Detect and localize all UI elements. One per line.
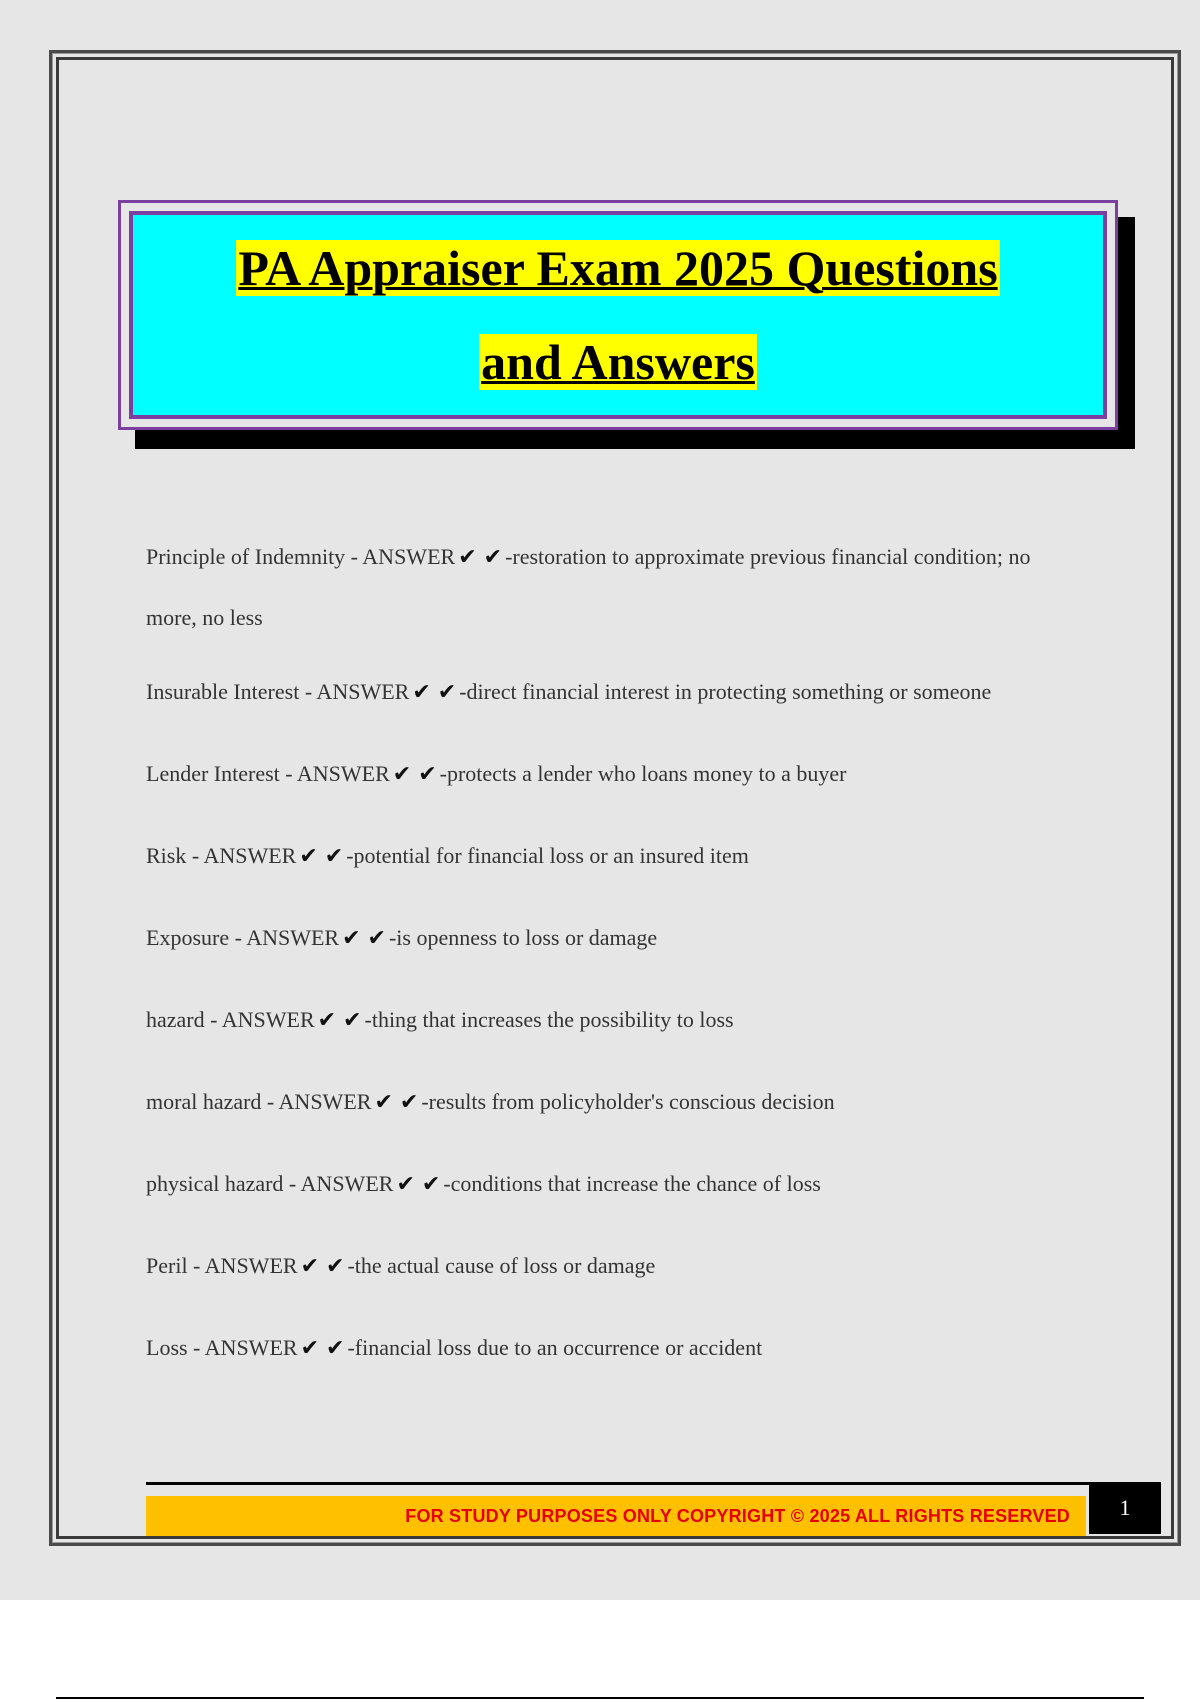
qa-definition: -results from policyholder's conscious decision (421, 1089, 835, 1114)
qa-item (146, 1236, 1086, 1297)
qa-term: hazard - ANSWER (146, 1007, 315, 1032)
qa-list (146, 527, 1086, 1400)
qa-item (146, 990, 1086, 1051)
qa-term: physical hazard - ANSWER (146, 1171, 394, 1196)
qa-term: moral hazard - ANSWER (146, 1089, 372, 1114)
footer-copyright-text: FOR STUDY PURPOSES ONLY COPYRIGHT © 2025 ALL RIGHTS RESERVED (405, 1505, 1070, 1526)
qa-item (146, 662, 1086, 723)
qa-definition: -restoration to approximate previous financial condition; no more, no less (146, 544, 1031, 630)
qa-item (146, 1318, 1086, 1379)
qa-definition: -the actual cause of loss or damage (347, 1253, 656, 1278)
qa-definition: -financial loss due to an occurrence or accident (347, 1335, 763, 1360)
checkmark-icon: ✔ ✔ (396, 1172, 441, 1197)
qa-item (146, 1154, 1086, 1215)
qa-item (146, 1072, 1086, 1133)
title-line-2 (479, 315, 757, 409)
checkmark-icon: ✔ ✔ (300, 1336, 345, 1361)
qa-definition: -potential for financial loss or an insured item (346, 843, 749, 868)
qa-item (146, 527, 1086, 648)
qa-definition: -conditions that increase the chance of loss (443, 1171, 821, 1196)
title-box (118, 200, 1118, 430)
title-text-1: PA Appraiser Exam 2025 Questions (238, 240, 998, 296)
qa-item (146, 908, 1086, 969)
qa-term: Lender Interest - ANSWER (146, 761, 390, 786)
qa-definition: -protects a lender who loans money to a buyer (439, 761, 847, 786)
title-line-1 (236, 221, 999, 315)
checkmark-icon: ✔ ✔ (300, 1254, 345, 1279)
next-page-rule (56, 1697, 1144, 1699)
page-number: 1 (1089, 1482, 1161, 1534)
qa-term: Exposure - ANSWER (146, 925, 340, 950)
qa-item (146, 826, 1086, 887)
qa-definition: -direct financial interest in protecting something or someone (459, 679, 992, 704)
checkmark-icon: ✔ ✔ (392, 762, 437, 787)
checkmark-icon: ✔ ✔ (412, 680, 457, 705)
checkmark-icon: ✔ ✔ (374, 1090, 419, 1115)
footer-bar (146, 1496, 1086, 1536)
qa-term: Risk - ANSWER (146, 843, 297, 868)
checkmark-icon: ✔ ✔ (299, 844, 344, 869)
qa-item (146, 744, 1086, 805)
qa-definition: -is openness to loss or damage (388, 925, 658, 950)
qa-term: Insurable Interest - ANSWER (146, 679, 410, 704)
title-box-inner (129, 211, 1107, 419)
checkmark-icon: ✔ ✔ (317, 1008, 362, 1033)
qa-term: Principle of Indemnity - ANSWER (146, 544, 456, 569)
qa-definition: -thing that increases the possibility to loss (364, 1007, 734, 1032)
title-text-2: and Answers (481, 334, 755, 390)
qa-term: Peril - ANSWER (146, 1253, 298, 1278)
qa-term: Loss - ANSWER (146, 1335, 298, 1360)
footer-rule (146, 1482, 1089, 1485)
checkmark-icon: ✔ ✔ (458, 545, 503, 570)
checkmark-icon: ✔ ✔ (342, 926, 386, 951)
